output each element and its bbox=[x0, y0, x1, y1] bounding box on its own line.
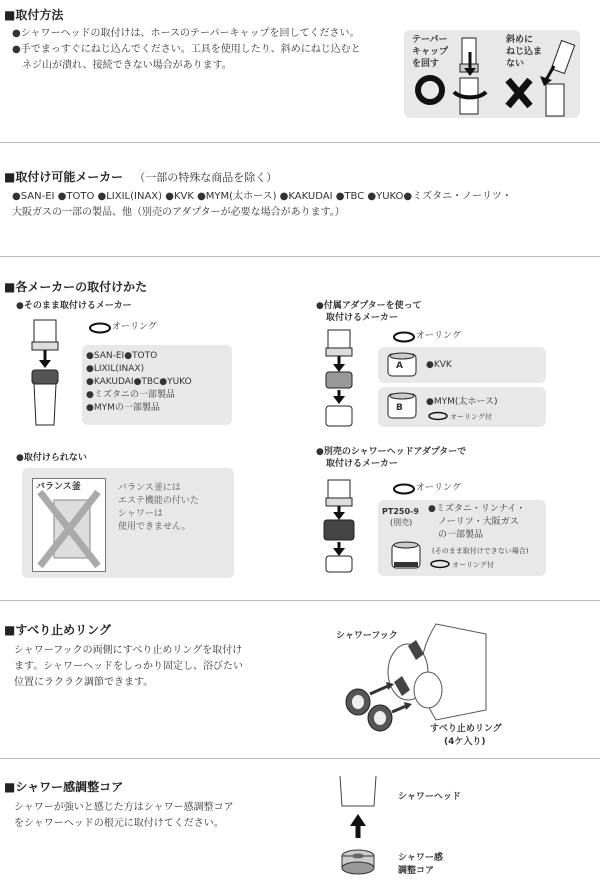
makers-line-2: 大阪ガスの一部の製品、他（別売のアダプターが必要な場合があります。） bbox=[12, 207, 345, 218]
separate-adapter-icon bbox=[388, 534, 424, 572]
shower-core-illustration bbox=[334, 776, 394, 882]
adapter-title: ●付属アダプターを使って 取付けるメーカー bbox=[316, 301, 422, 323]
head-label: シャワーヘッド bbox=[398, 792, 461, 802]
antislip-line-1: シャワーフックの両側にすべり止めリングを取付け bbox=[14, 645, 243, 656]
direct-shower-hose-illustration bbox=[20, 320, 70, 430]
adapter-a-letter: A bbox=[396, 361, 403, 371]
adapter-shower-hose-illustration bbox=[320, 330, 360, 430]
install-line-3: ネジ山が潰れ、接続できない場合があります。 bbox=[22, 60, 232, 71]
makers-heading bbox=[4, 166, 277, 185]
makers-line-1: ●SAN-EI ●TOTO ●LIXIL(INAX) ●KVK ●MYM(太ホース) ●KAKUDAI ●TBC ●YUKO●ミズタニ・ノーリツ・ bbox=[12, 191, 512, 202]
install-illustration bbox=[404, 30, 580, 118]
adapter-b-maker: ●MYM(太ホース) bbox=[426, 397, 498, 407]
direct-maker-list bbox=[86, 350, 192, 415]
antislip-line-2: ます。シャワーヘッドをしっかり固定し、浴びたい bbox=[14, 661, 243, 672]
ng-label: 斜めに ねじ込ま ない bbox=[506, 35, 543, 69]
adapter-oring-label: オーリング bbox=[416, 331, 461, 341]
cannot-title: ●取付けられない bbox=[16, 453, 87, 463]
install-title: ■取付方法 bbox=[4, 8, 64, 22]
howto-title: ■各メーカーの取付けかた bbox=[4, 280, 148, 294]
divider bbox=[0, 256, 600, 257]
install-line-1: ●シャワーヘッドの取付けは、ホースのテーパーキャップを回してください。 bbox=[12, 28, 360, 39]
shower-hook-illustration bbox=[336, 620, 496, 730]
direct-title: ●そのまま取付けるメーカー bbox=[16, 301, 132, 311]
list-item: ●ミズタニの一部製品 bbox=[86, 390, 175, 400]
separate-oring-label: オーリング bbox=[416, 483, 461, 493]
separate-makers: ●ミズタニ・リンナイ・ ノーリツ・大阪ガス の一部製品 bbox=[428, 504, 526, 540]
separate-title: ●別売のシャワーヘッドアダプターで 取付けるメーカー bbox=[316, 447, 467, 469]
cannot-desc: バランス釜には エステ機能の付いた シャワーは 使用できません。 bbox=[118, 483, 199, 532]
adapter-a-maker: ●KVK bbox=[426, 360, 452, 370]
ok-circle-icon bbox=[418, 78, 442, 102]
hook-label: シャワーフック bbox=[336, 631, 398, 641]
ring-label: すべり止めリング bbox=[430, 724, 502, 734]
shower-head-icon bbox=[340, 776, 376, 806]
divider bbox=[0, 758, 600, 759]
divider bbox=[0, 142, 600, 143]
list-item: ●MYMの一部製品 bbox=[86, 403, 160, 413]
makers-title: ■取付け可能メーカー bbox=[4, 170, 124, 184]
balance-label: バランス釜 bbox=[36, 482, 81, 492]
separate-model: PT250-9 (別売) bbox=[382, 507, 419, 527]
separate-oring2: オーリング付 bbox=[452, 561, 494, 569]
antislip-title: ■すべり止めリング bbox=[4, 623, 111, 637]
direct-oring-label: オーリング bbox=[112, 322, 157, 332]
core-line-1: シャワーが強いと感じた方はシャワー感調整コア bbox=[14, 802, 234, 813]
makers-note: （一部の特殊な商品を除く） bbox=[134, 171, 278, 184]
separate-shower-hose-illustration bbox=[320, 480, 360, 574]
core-title: ■シャワー感調整コア bbox=[4, 780, 124, 794]
adapter-b-oring: オーリング付 bbox=[450, 413, 492, 421]
ng-cross-icon bbox=[508, 80, 530, 106]
core-line-2: をシャワーヘッドの根元に取付けてください。 bbox=[14, 818, 224, 829]
ring-count: (4ケ入り) bbox=[444, 737, 486, 747]
antislip-line-3: 位置にラクラク調節できます。 bbox=[14, 677, 154, 688]
install-line-2: ●手でまっすぐにねじ込んでください。工具を使用したり、斜めにねじ込むと bbox=[12, 44, 361, 55]
up-arrow-icon bbox=[350, 814, 366, 826]
list-item: ●KAKUDAI●TBC●YUKO bbox=[86, 377, 192, 387]
ok-label: テーパー キャップ を回す bbox=[412, 35, 449, 69]
divider bbox=[0, 600, 600, 601]
core-label: シャワー感 調整コア bbox=[398, 853, 443, 876]
list-item: ●LIXIL(INAX) bbox=[86, 364, 145, 374]
separate-small-note: (そのまま取付けできない場合) bbox=[432, 547, 529, 555]
list-item: ●SAN-EI●TOTO bbox=[86, 351, 158, 361]
adapter-b-letter: B bbox=[396, 403, 403, 413]
